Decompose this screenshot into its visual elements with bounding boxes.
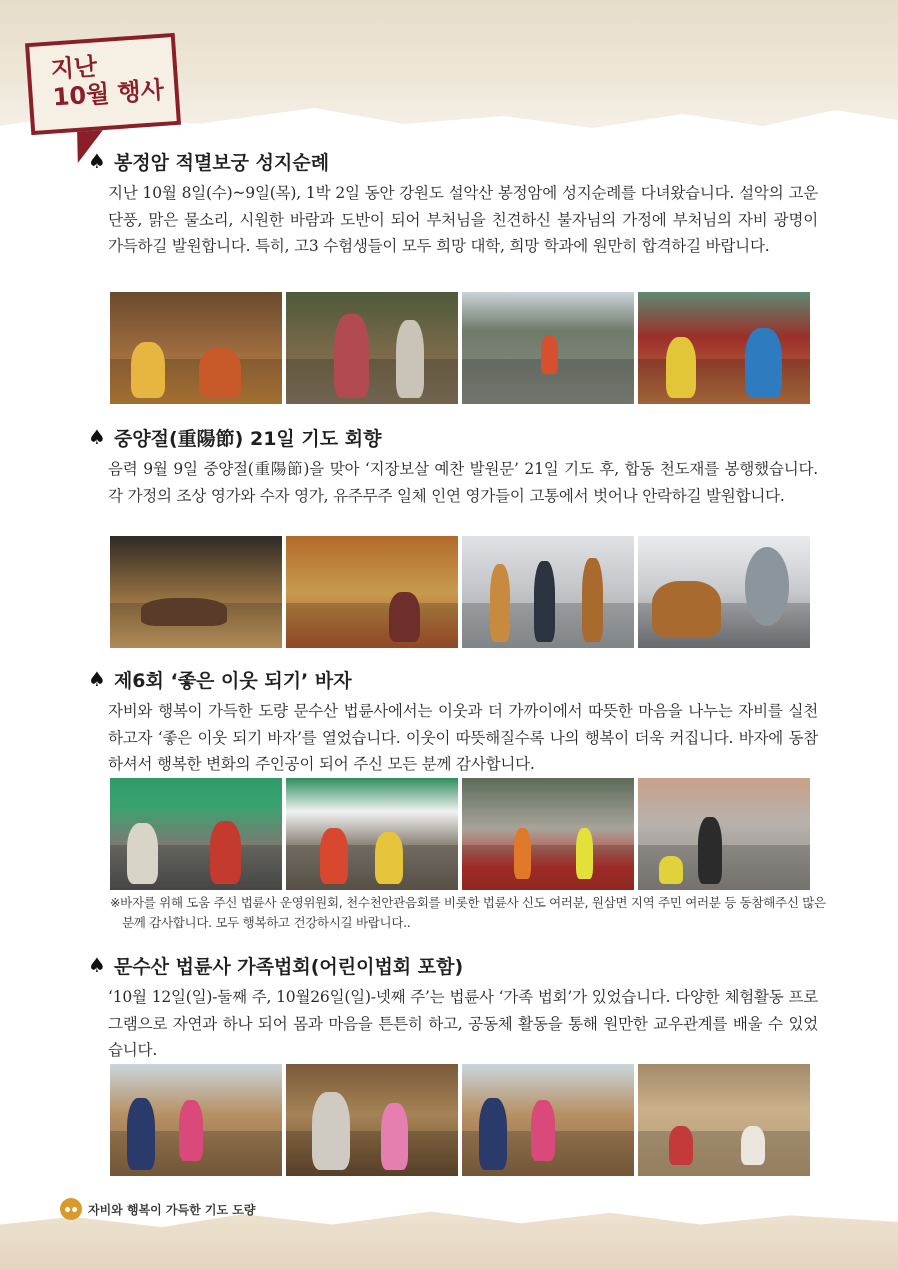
spade-icon: ♠ bbox=[88, 425, 106, 449]
section-body: 자비와 행복이 가득한 도량 문수산 법륜사에서는 이웃과 더 가까이에서 따뜻한 마음을 나누는 자비를 실천하고자 ‘좋은 이웃 되기 바자’를 열었습니다. 이웃이 따뜻해질수록 나의 행복이 더욱 커집니다. 바자에 동참하셔서 행복한 변화의 주인공이 되어 주신 모든 분께 감사합니다. bbox=[108, 702, 818, 773]
photo bbox=[110, 778, 282, 890]
section-tag bbox=[25, 33, 181, 135]
section-body: 지난 10월 8일(수)~9일(목), 1박 2일 동안 강원도 설악산 봉정암에 성지순례를 다녀왔습니다. 설악의 고운 단풍, 맑은 물소리, 시원한 바람과 도반이 되어 부처님을 친견하신 불자님의 가정에 부처님의 자비 광명이 가득하길 발원합니다. 특히, 고3 수험생들이 모두 희망 대학, 희망 학과에 원만히 합격하길 바랍니다. bbox=[108, 184, 818, 255]
section-title: ♠ 제6회 ‘좋은 이웃 되기’ 바자 bbox=[88, 667, 352, 692]
photo bbox=[462, 292, 634, 404]
tag-line2: 10월 행사 bbox=[51, 75, 165, 112]
tag-line1: 지난 bbox=[49, 52, 99, 84]
photo bbox=[638, 1064, 810, 1176]
photo bbox=[110, 292, 282, 404]
spade-icon: ♠ bbox=[88, 149, 106, 173]
photo bbox=[462, 1064, 634, 1176]
section-title: ♠ 중양절(重陽節) 21일 기도 회향 bbox=[88, 425, 382, 450]
section-family-service bbox=[88, 952, 818, 1064]
photo bbox=[110, 1064, 282, 1176]
photo bbox=[638, 536, 810, 648]
spade-icon: ♠ bbox=[88, 667, 106, 691]
section-jungyangjeol bbox=[88, 424, 818, 509]
bazaar-note: ※바자를 위해 도움 주신 법륜사 운영위원회, 천수천안관음회를 비롯한 법륜사 신도 여러분, 원삼면 지역 주민 여러분 등 동참해주신 많은 분께 감사합니다. 모두 행복하고 건강하시길 바랍니다.. bbox=[110, 895, 826, 930]
section-body: ‘10월 12일(일)-둘째 주, 10월26일(일)-넷째 주’는 법륜사 ‘가족 법회’가 있었습니다. 다양한 체험활동 프로그램으로 자연과 하나 되어 몸과 마음을 튼튼히 하고, 공동체 활동을 통해 원만한 교우관계를 배울 수 있었습니다. bbox=[108, 988, 818, 1059]
photo bbox=[638, 292, 810, 404]
photo bbox=[462, 778, 634, 890]
photo bbox=[462, 536, 634, 648]
section-pilgrimage bbox=[88, 148, 818, 260]
footer bbox=[60, 1198, 255, 1220]
photo bbox=[110, 536, 282, 648]
section-title: ♠ 봉정암 적멸보궁 성지순례 bbox=[88, 149, 330, 174]
photo bbox=[286, 1064, 458, 1176]
photo-row-1 bbox=[110, 292, 810, 404]
spade-icon: ♠ bbox=[88, 953, 106, 977]
temple-logo-icon bbox=[60, 1198, 82, 1220]
photo-row-3 bbox=[110, 778, 810, 890]
section-bazaar bbox=[88, 666, 818, 778]
section-title: ♠ 문수산 법륜사 가족법회(어린이법회 포함) bbox=[88, 953, 464, 978]
photo-row-2 bbox=[110, 536, 810, 648]
section-body: 음력 9월 9일 중양절(重陽節)을 맞아 ‘지장보살 예찬 발원문’ 21일 기도 후, 합동 천도재를 봉행했습니다. 각 가정의 조상 영가와 수자 영가, 유주무주 일체 인연 영가들이 고통에서 벗어나 안락하길 발원합니다. bbox=[108, 460, 818, 505]
photo bbox=[638, 778, 810, 890]
footer-text: 자비와 행복이 가득한 기도 도량 bbox=[88, 1202, 256, 1217]
photo bbox=[286, 292, 458, 404]
photo bbox=[286, 536, 458, 648]
photo bbox=[286, 778, 458, 890]
photo-row-4 bbox=[110, 1064, 810, 1176]
